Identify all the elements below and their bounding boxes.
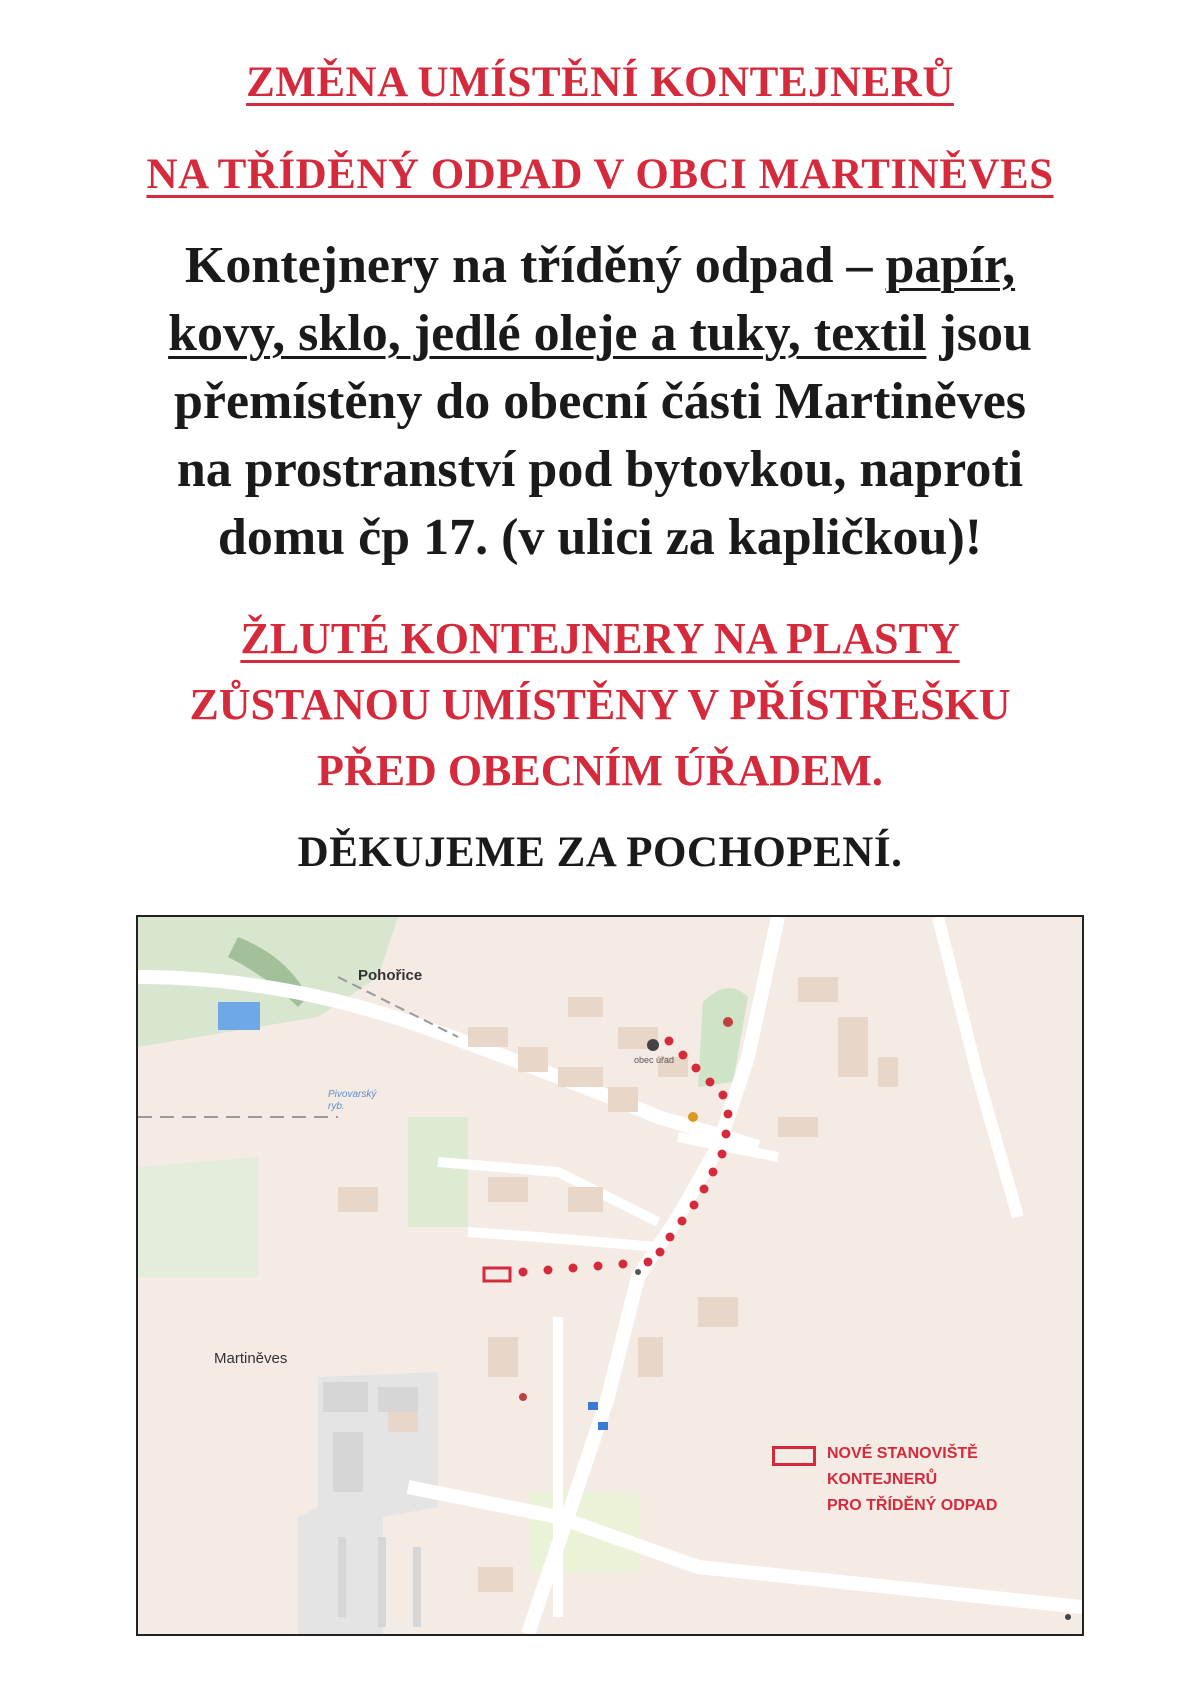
announcement-after-items: jsou (926, 305, 1032, 362)
pond-label (328, 1089, 376, 1113)
announcement-prefix: Kontejnery na tříděný odpad – (184, 237, 886, 294)
place-label-pohorice: Pohořice (358, 967, 423, 984)
announcement-line-4: na prostranství pod bytovkou, naproti (176, 441, 1024, 498)
plastics-notice-line-1: ŽLUTÉ KONTEJNERY NA PLASTY (240, 614, 960, 663)
office-label-line-1: obec (634, 1055, 654, 1065)
plastics-notice-line-3: PŘED OBECNÍM ÚŘADEM. (317, 746, 883, 795)
announcement-text (60, 232, 1140, 572)
pond-label-line-2: ryb. (328, 1101, 345, 1112)
thanks-text: DĚKUJEME ZA POCHOPENÍ. (297, 829, 903, 876)
announcement-line-5: domu čp 17. (v ulici za kapličkou)! (217, 509, 983, 566)
legend-line-2: KONTEJNERŮ (827, 1471, 938, 1488)
legend-line-3: PRO TŘÍDĚNÝ ODPAD (827, 1497, 998, 1514)
office-label-line-2: úřad (656, 1055, 675, 1065)
landmark-icon (723, 1017, 733, 1027)
map-legend (827, 1441, 1057, 1519)
chapel-icon (519, 1393, 527, 1401)
location-map (136, 915, 1084, 1636)
title-line-2: NA TŘÍDĚNÝ ODPAD V OBCI MARTINĚVES (146, 151, 1054, 198)
bus-stop-icon (598, 1422, 608, 1430)
waste-types-2: kovy, sklo, jedlé oleje a tuky, textil (168, 305, 927, 362)
announcement-line-3: přemístěny do obecní části Martiněves (173, 373, 1027, 430)
church-icon (688, 1112, 698, 1122)
title-line-1: ZMĚNA UMÍSTĚNÍ KONTEJNERŮ (246, 59, 954, 106)
legend-marker-icon (772, 1446, 816, 1466)
office-icon (647, 1039, 659, 1051)
legend-line-1: NOVÉ STANOVIŠTĚ (827, 1445, 978, 1462)
place-label-martineves: Martiněves (214, 1350, 288, 1367)
plastics-notice (0, 606, 1200, 804)
pond-icon (218, 1002, 260, 1030)
pond-label-line-1: Pivovarský (328, 1089, 377, 1100)
waste-types-1: papír, (885, 237, 1016, 294)
office-label (634, 1055, 674, 1065)
bus-icon (588, 1402, 598, 1410)
map-graphic (138, 917, 1082, 1634)
plastics-notice-line-2: ZŮSTANOU UMÍSTĚNY V PŘÍSTŘEŠKU (189, 680, 1011, 729)
